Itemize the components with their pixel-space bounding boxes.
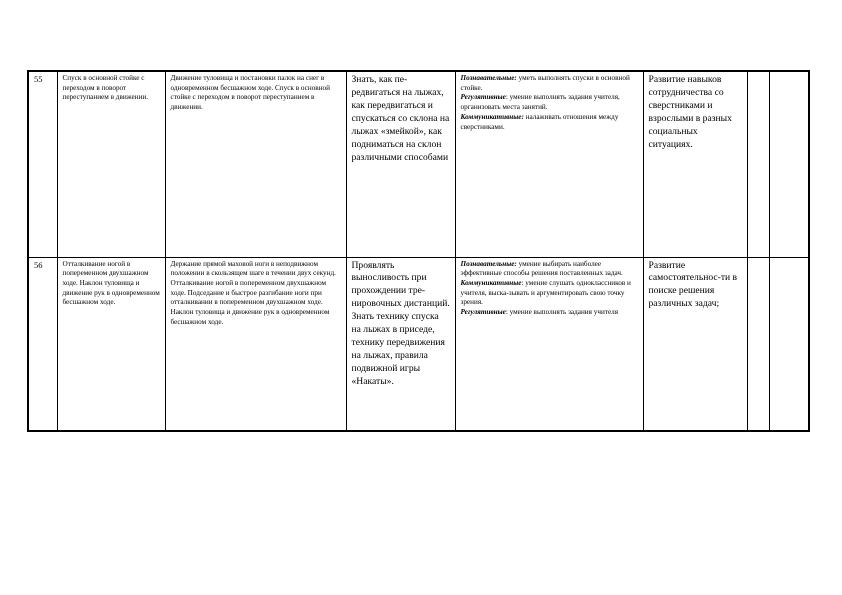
table-row (28, 71, 809, 257)
uud-label: Регулятивные (460, 308, 506, 317)
lesson-number: 55 (28, 71, 57, 257)
uud-label: Коммуникативные (460, 278, 522, 287)
empty-cell (747, 257, 769, 431)
uud-item (461, 93, 639, 112)
uud-text: : умение слушать одноклассников и учителя, выска-зывать и аргументировать свою точку зрения. (460, 278, 631, 307)
lesson-uud (455, 257, 643, 431)
uud-item (461, 74, 639, 93)
lesson-uud (455, 71, 643, 257)
lesson-elements: Движение туловища и постановки палок на снег в одновременном бесшажном ходе. Спуск в основной стойке с переходом в поворот переступанием в движении. (165, 71, 346, 257)
uud-item (461, 279, 639, 308)
lesson-number: 56 (28, 257, 57, 431)
uud-item (461, 260, 639, 279)
lesson-topic: Отталкивание ногой в попеременном двухшажном ходе. Наклон туловища и движение рук в одновременном бесшажном ходе. (57, 257, 165, 431)
uud-item (461, 308, 639, 318)
uud-label: Познавательные: (460, 74, 517, 82)
uud-text: : умение выполнять задания учителя (505, 308, 619, 317)
lesson-topic: Спуск в основной стойке с переходом в поворот переступанием в движении. (57, 71, 165, 257)
lesson-plan-table (27, 70, 810, 432)
empty-cell (769, 257, 809, 431)
uud-label: Познавательные: (460, 259, 517, 268)
uud-label: Коммуникативные: (460, 112, 524, 121)
empty-cell (769, 71, 809, 257)
lesson-knowledge: Проявлять выносливость при прохождении тре-нировочных дистанций. Знать технику спуска на лыжах в приседе, технику передвижения на лыжах, правила подвижной игры «Накаты». (346, 257, 455, 431)
uud-text: : умение выполнять задания учителя, организовать места занятий. (460, 93, 620, 112)
lesson-elements: Держание прямой маховой ноги в неподвижном положении в скользящем шаге в течении двух секунд. Отталкивание ногой в попеременном двухшажном ходе. Подседание и быстрое разгибание ноги при отталкивании в попеременном двухшажном ходе. Наклон туловища и движение рук в одновременном бесшажном ходе. (165, 257, 346, 431)
uud-text: налаживать отношения между сверстниками. (460, 112, 619, 131)
lesson-personal: Развитие навыков сотрудничества со сверстниками и взрослыми в разных социальных ситуациях. (643, 71, 747, 257)
uud-label: Регулятивные (460, 93, 506, 102)
lesson-knowledge: Знать, как пе-редвигаться на лыжах, как передвигаться и спускаться со склона на лыжах «змейкой», как подниматься на склон различными способами (346, 71, 455, 257)
table-row (28, 257, 809, 431)
lesson-personal: Развитие самостоятельнос-ти в поиске решения различных задач; (643, 257, 747, 431)
uud-text: уметь выполнять спуски в основной стойке. (460, 74, 630, 92)
uud-item (461, 113, 639, 132)
uud-text: умение выбирать наиболее эффективные способы решения поставленных задач. (460, 259, 623, 278)
empty-cell (747, 71, 769, 257)
